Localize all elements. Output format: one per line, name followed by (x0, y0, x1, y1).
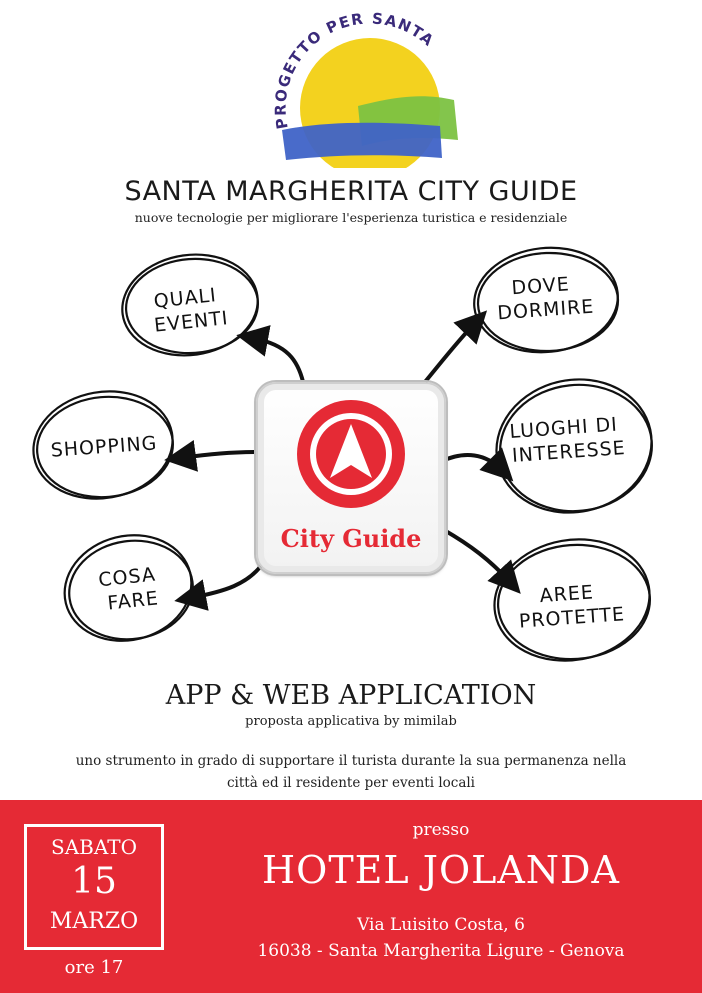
bubble-luoghi-line2: INTERESSE (511, 437, 627, 467)
blue-stroke (282, 123, 442, 160)
event-day: SABATO (51, 835, 137, 859)
venue-city: 16038 - Santa Margherita Ligure - Genova (257, 941, 625, 961)
bubble-cosa-fare-line2: FARE (106, 587, 160, 615)
venue-presso: presso (412, 820, 470, 840)
svg-text:SHOPPING (50, 432, 158, 461)
page-subtitle: nuove tecnologie per migliorare l'esperienza turistica e residenziale (134, 210, 568, 225)
bubble-shopping-label: SHOPPING (50, 432, 159, 462)
bubble-cosa-fare-line1: COSA (97, 563, 157, 592)
bubble-quali-eventi-line2: EVENTI (153, 307, 230, 337)
bubble-quali-eventi-line1: QUALI (152, 284, 218, 313)
venue-name: HOTEL JOLANDA (262, 848, 620, 892)
city-guide-app-icon[interactable] (256, 382, 446, 574)
bubble-aree-protette-line1: AREE (538, 581, 595, 608)
app-description (40, 750, 662, 794)
arrow-to-aree-protette (444, 530, 510, 582)
bubble-dove-dormire-line2: DORMIRE (496, 295, 595, 325)
event-time: ore 17 (64, 957, 124, 978)
app-description-line1: uno strumento in grado di supportare il turista durante la sua permanenza nella (75, 753, 627, 769)
date-box (24, 824, 164, 950)
arrow-to-shopping (180, 452, 262, 458)
bubble-luoghi-line1: LUOGHI DI (508, 413, 619, 444)
logo-text: PROGETTO PER SANTA (271, 9, 438, 131)
event-footer (0, 800, 702, 993)
app-label: City Guide (280, 524, 422, 553)
arrow-to-cosa-fare (190, 560, 265, 598)
bubble-dove-dormire-line1: DOVE (510, 273, 571, 300)
svg-text:LUOGHI DI INTERESSE (509, 413, 627, 467)
navigation-arrow-icon (295, 398, 407, 510)
page-title: SANTA MARGHERITA CITY GUIDE (124, 176, 578, 207)
progetto-per-santa-logo (270, 8, 470, 168)
arrow-to-dove-dormire (420, 322, 476, 388)
arrow-to-luoghi-di-interesse (440, 455, 502, 470)
svg-text:COSA FARE (97, 563, 166, 616)
svg-text:DOVE DORMIRE (495, 272, 595, 325)
svg-text:AREE PROTETTE (517, 579, 626, 632)
app-section-subtitle: proposta applicativa by mimilab (245, 714, 457, 729)
app-description-line2: città ed il residente per eventi locali (226, 775, 476, 791)
event-date: 15 (71, 861, 117, 902)
event-month: MARZO (49, 909, 139, 934)
svg-text:QUALI EVENTI (151, 283, 230, 337)
bubble-aree-protette-line2: PROTETTE (518, 603, 626, 633)
app-section-title: APP & WEB APPLICATION (165, 680, 537, 711)
venue-street: Via Luisito Costa, 6 (357, 915, 525, 935)
